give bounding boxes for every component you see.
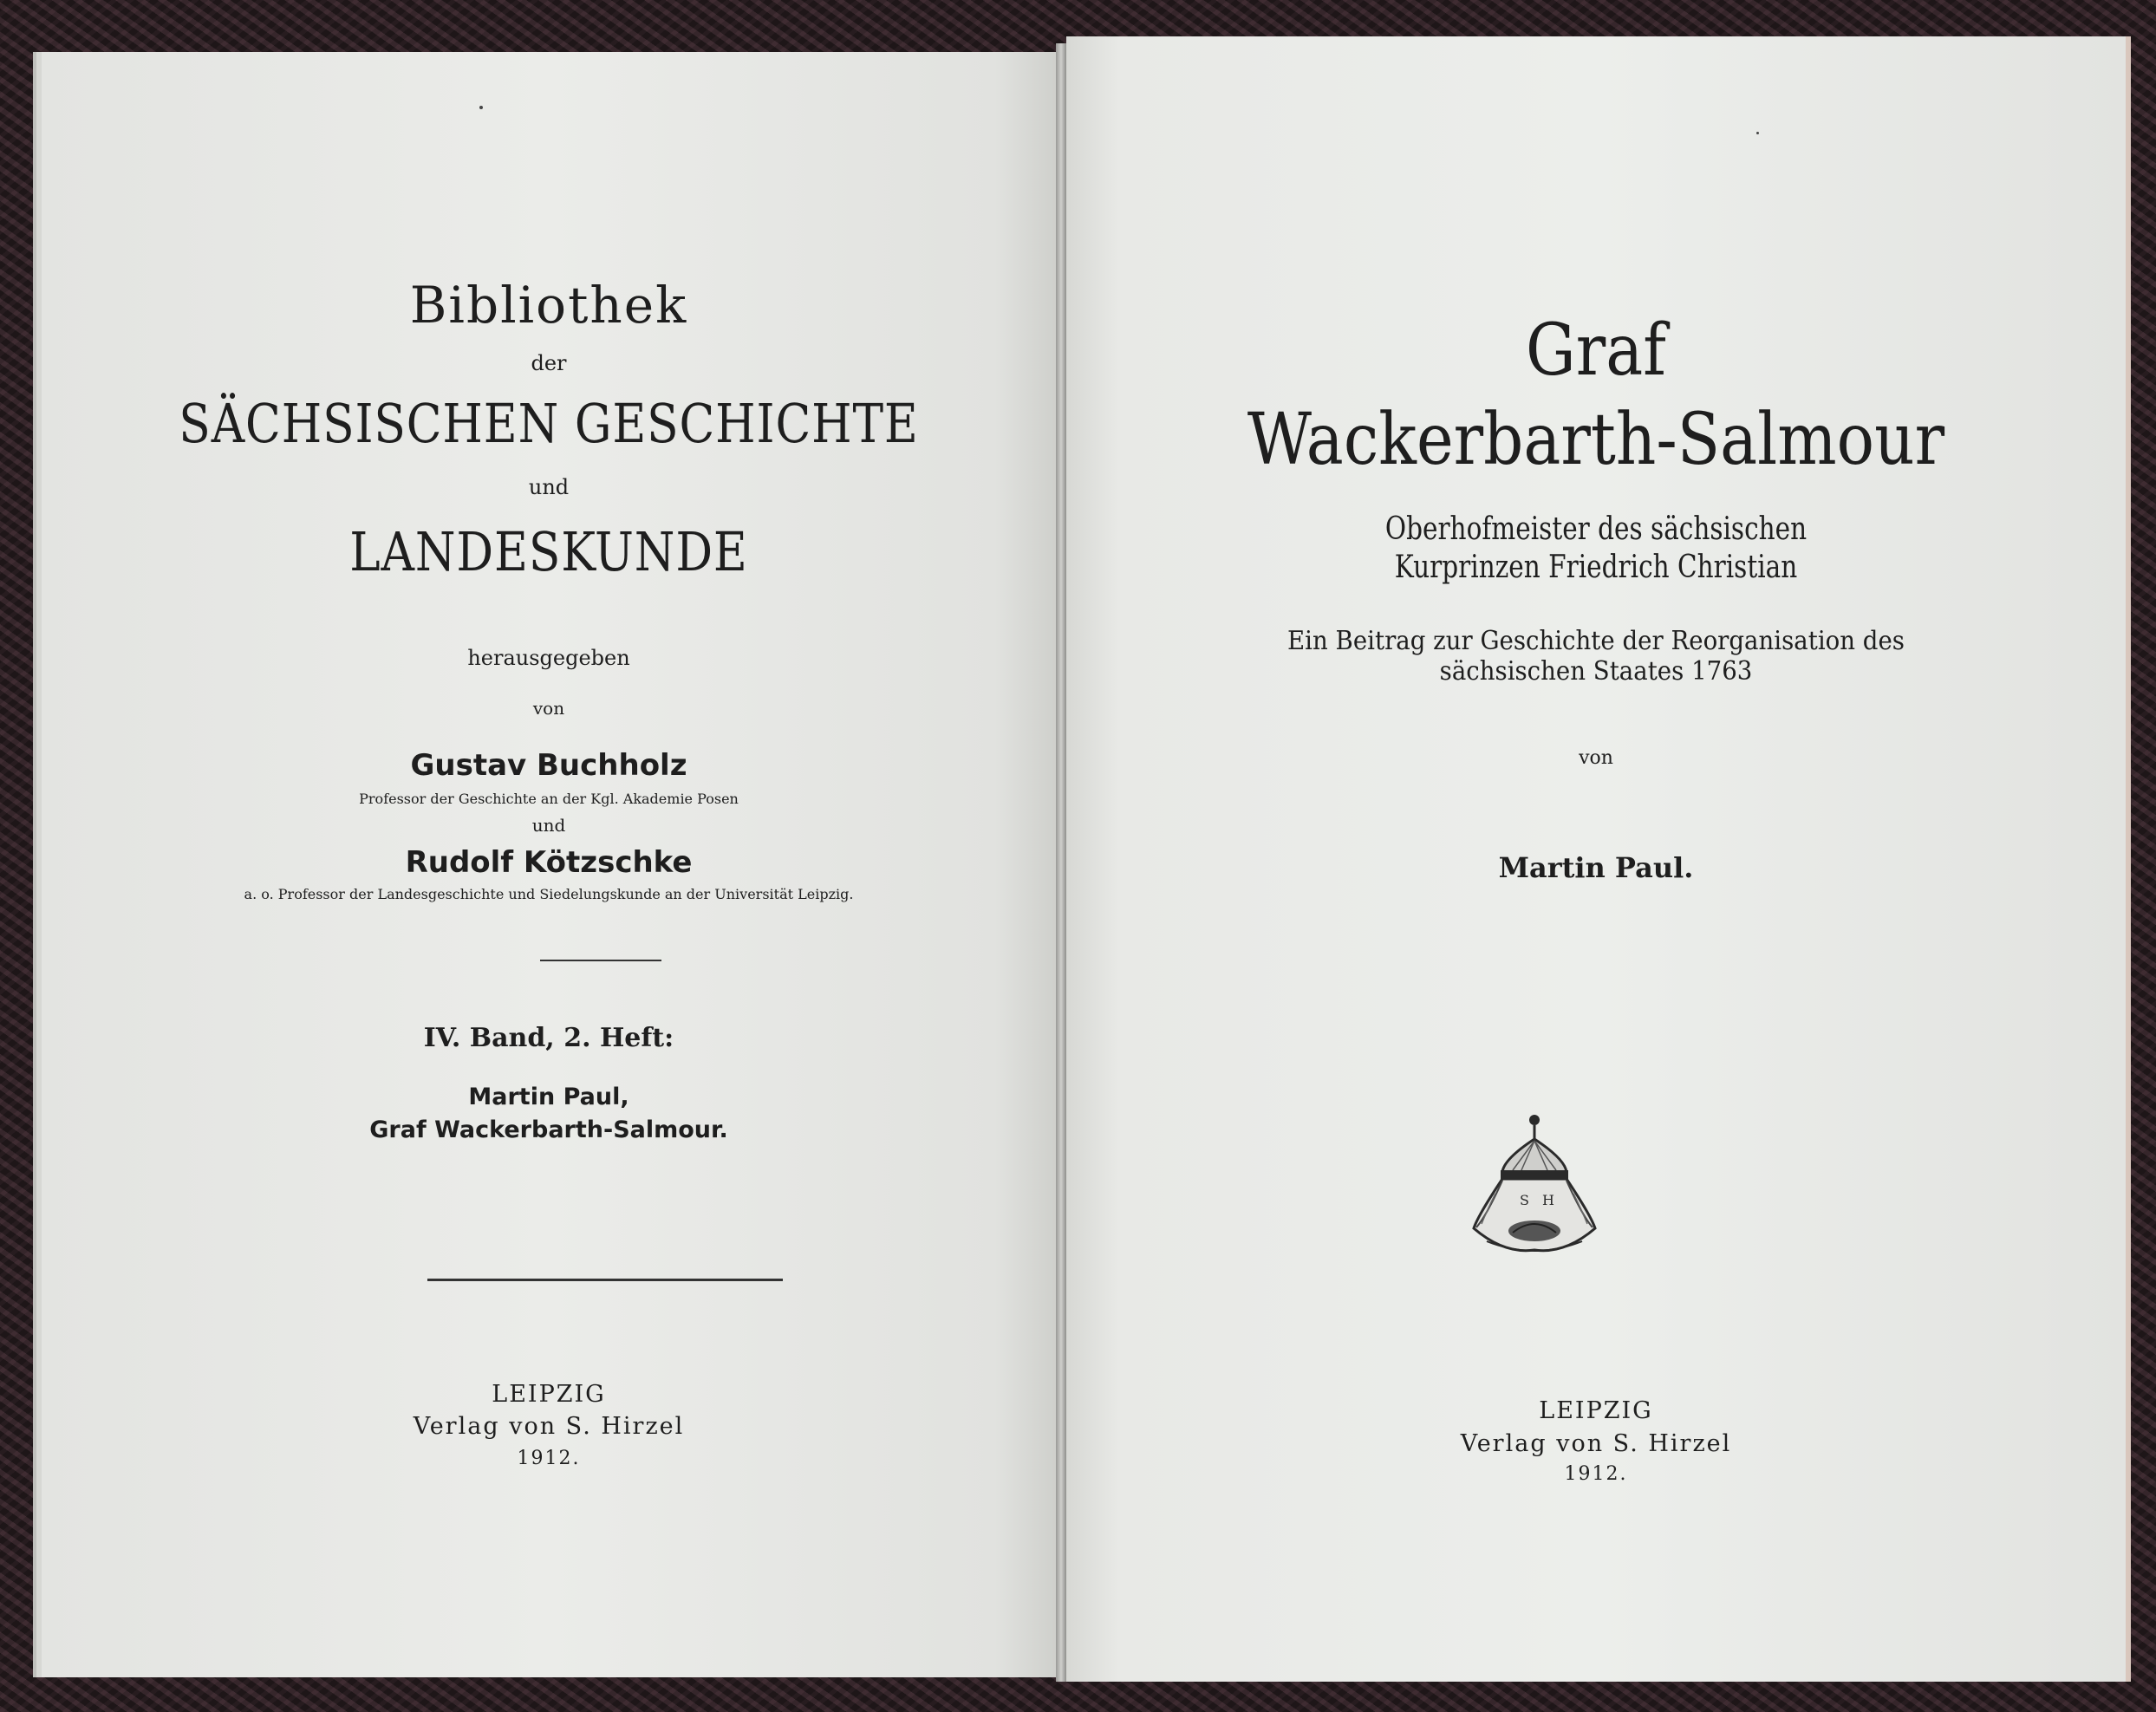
place-leipzig: LEIPZIG (492, 1381, 606, 1408)
year: 1912. (1564, 1463, 1628, 1485)
volume-title: Graf Wackerbarth-Salmour. (369, 1116, 728, 1143)
editor-buchholz: Gustav Buchholz (410, 748, 687, 783)
dust-speck (479, 106, 483, 109)
series-title-bibliothek: Bibliothek (409, 276, 688, 335)
right-page-title (1066, 36, 2131, 1682)
editor-koetzschke: Rudolf Kötzschke (405, 845, 693, 880)
subtitle-line-2: Kurprinzen Friedrich Christian (1394, 550, 1798, 585)
short-divider (540, 960, 661, 961)
beitrag-line-1: Ein Beitrag zur Geschichte der Reorganisation des (1287, 626, 1905, 656)
book-title-name: Wackerbarth-Salmour (1247, 399, 1945, 481)
volume-author: Martin Paul, (468, 1084, 629, 1110)
left-page-series-title (42, 52, 1056, 1677)
editor-buchholz-title: Professor der Geschichte an der Kgl. Akademie Posen (359, 791, 739, 807)
volume-heft: IV. Band, 2. Heft: (423, 1023, 674, 1053)
series-title-landeskunde: LANDESKUNDE (349, 520, 748, 583)
emblem-letter-right: H (1542, 1192, 1554, 1208)
von-label: von (532, 698, 565, 719)
series-title-geschichte: SÄCHSISCHEN GESCHICHTE (179, 392, 919, 455)
author-name: Martin Paul. (1498, 851, 1694, 884)
publisher: Verlag von S. Hirzel (1460, 1430, 1732, 1457)
place-leipzig: LEIPZIG (1539, 1397, 1653, 1424)
von-label: von (1579, 747, 1613, 769)
emblem-letter-left: S (1520, 1192, 1529, 1208)
dust-speck (1756, 132, 1759, 134)
subtitle-line-1: Oberhofmeister des sächsischen (1384, 511, 1808, 547)
year: 1912. (517, 1448, 581, 1469)
editor-koetzschke-title: a. o. Professor der Landesgeschichte und Siedelungskunde an der Universität Leipzig. (244, 886, 854, 902)
publisher-emblem-icon (1469, 1111, 1599, 1259)
series-und: und (528, 475, 570, 499)
und-label: und (531, 815, 566, 836)
series-der: der (531, 351, 567, 375)
long-divider (427, 1279, 783, 1281)
herausgegeben-label: herausgegeben (467, 646, 630, 670)
publisher: Verlag von S. Hirzel (413, 1413, 685, 1440)
beitrag-line-2: sächsischen Staates 1763 (1439, 656, 1753, 687)
book-title-graf: Graf (1526, 309, 1666, 392)
book-gutter (1056, 43, 1066, 1682)
